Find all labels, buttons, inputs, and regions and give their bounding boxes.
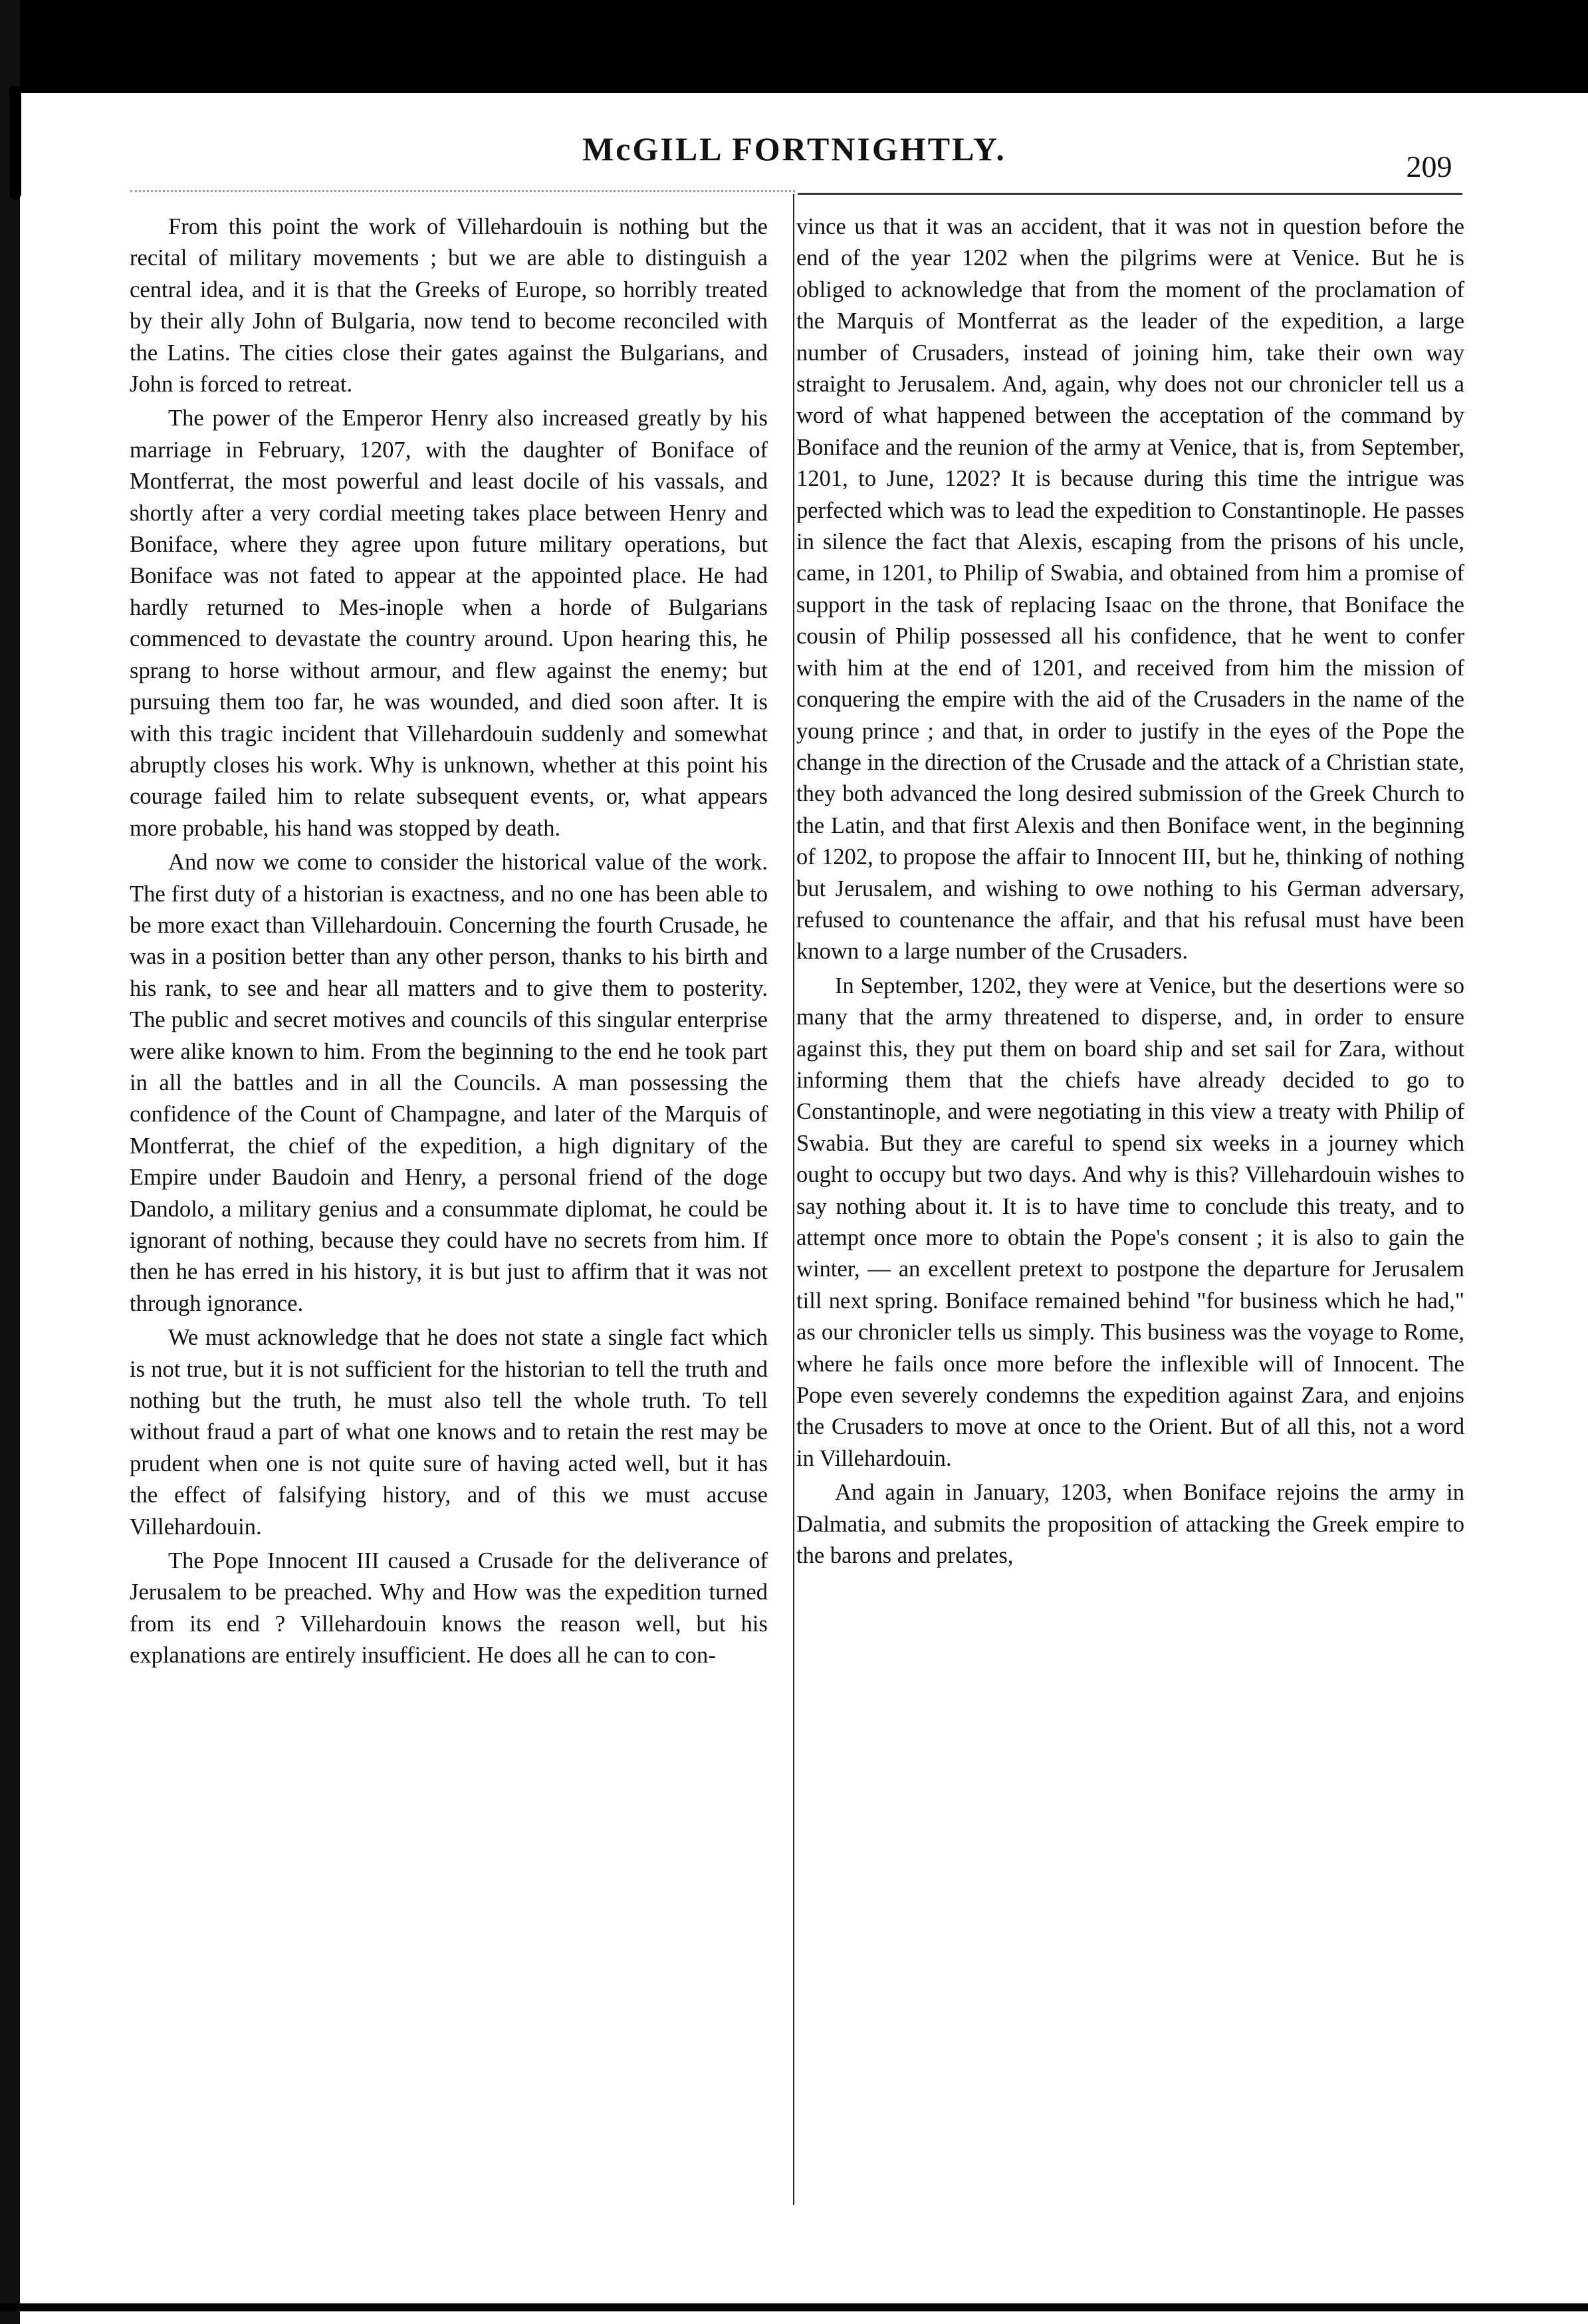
header-rule xyxy=(798,193,1462,195)
paragraph: We must acknowledge that he does not state a single fact which is not true, but it is not sufficient for the historian to tell the truth and nothing but the truth, he must also tell the whole truth. To tell without fraud a part of what one knows and to retain the rest may be prudent when one is not quite sure of having acted well, but it has the effect of falsifying history, and of this we must accuse Villehardouin. xyxy=(130,1325,768,1540)
paragraph: The power of the Emperor Henry also increased greatly by his marriage in February, 1207, with the daughter of Boniface of Montferrat, the most powerful and least docile of his vassals, and shortly after a very cordial meeting takes place between Henry and Boniface, where they agree upon future military operations, but Boniface was not fated to appear at the appointed place. He had hardly returned to Mes-inople when a horde of Bulgarians commenced to devastate the country around. Upon hearing this, he sprang to horse without armour, and flew against the enemy; but pursuing them too far, he was wounded, and died soon after. It is with this tragic incident that Villehardouin suddenly and somewhat abruptly closes his work. Why is unknown, whether at this point his courage failed him to relate subsequent events, or, what appears more probable, his hand was stopped by death. xyxy=(130,406,768,841)
scan-top-border xyxy=(0,0,1588,93)
paragraph-continued: vince us that it was an accident, that it was not in question before the end of the year 1202 when the pilgrims were at Venice. But he is obliged to acknowledge that from the moment of the proclamation of the Marquis of Montferrat as the leader of the expedition, a large number of Crusaders, instead of joining him, take their own way straight to Jerusalem. And, again, why does not our chronicler tell us a word of what happened between the acceptation of the command by Boniface and the reunion of the army at Venice, that is, from September, 1201, to June, 1202? It is because during this time the intrigue was perfected which was to lead the expedition to Constantinople. He passes in silence the fact that Alexis, escaping from the prisons of his uncle, came, in 1201, to Philip of Swabia, and obtained from him a promise of support in the task of replacing Isaac on the throne, that Boniface the cousin of Philip possessed all his confidence, that he went to confer with him at the end of 1201, and received from him the mission of conquering the empire with the aid of the Crusaders in the name of the young prince ; and that, in order to justify in the eyes of the Pope the change in the direction of the Crusade and the attack of a Christian state, they both advanced the long desired submission of the Greek Church to the Latin, and that first Alexis and then Boniface went, in the beginning of 1202, to propose the affair to Innocent III, but he, thinking of nothing but Jerusalem, and wishing to owe nothing to his German adversary, refused to countenance the affair, and that his refusal must have been known to a large number of the Crusaders. xyxy=(796,214,1464,965)
scan-bottom-rule xyxy=(0,2303,1588,2311)
paragraph: From this point the work of Villehardouin is nothing but the recital of military movements ; but we are able to distinguish a central idea, and it is that the Greeks of Europe, so horribly treated by their ally John of Bulgaria, now tend to become reconciled with the Latins. The cities close their gates against the Bulgarians, and John is forced to retreat. xyxy=(130,214,768,398)
right-column xyxy=(796,211,1464,1574)
left-column xyxy=(130,211,768,1675)
paragraph: The Pope Innocent III caused a Crusade for the deliverance of Jerusalem to be preached. Why and How was the expedition turned from its end ? Villehardouin knows the reason well, but his explanations are entirely insufficient. He does all he can to con- xyxy=(130,1548,768,1669)
column-divider xyxy=(793,194,794,2205)
scan-binding-mark xyxy=(9,86,21,199)
paragraph: And again in January, 1203, when Boniface rejoins the army in Dalmatia, and submits the proposition of attacking the Greek empire to the barons and prelates, xyxy=(796,1480,1464,1569)
header-rule-dotted xyxy=(130,190,795,192)
paragraph: In September, 1202, they were at Venice, but the desertions were so many that the army threatened to disperse, and, in order to ensure against this, they put them on board ship and set sail for Zara, without informing them that the chiefs have already decided to go to Constantinople, and were negotiating in this view a treaty with Philip of Swabia. But they are careful to spend six weeks in a journey which ought to occupy but two days. And why is this? Villehardouin wishes to say nothing about it. It is to have time to conclude this treaty, and to attempt once more to obtain the Pope's consent ; it is also to gain the winter, — an excellent pretext to postpone the departure for Jerusalem till next spring. Boniface remained behind "for business which he had," as our chronicler tells us simply. This business was the voyage to Rome, where he fails once more before the inflexible will of Innocent. The Pope even severely condemns the expedition against Zara, and enjoins the Crusaders to move at once to the Orient. But of all this, not a word in Villehardouin. xyxy=(796,973,1464,1471)
running-title: McGILL FORTNIGHTLY. xyxy=(582,130,1006,168)
page-number: 209 xyxy=(1406,150,1452,183)
scan-left-edge xyxy=(0,0,20,2324)
paragraph: And now we come to consider the historical value of the work. The first duty of a historian is exactness, and no one has been able to be more exact than Villehardouin. Concerning the fourth Crusade, he was in a position better than any other person, thanks to his birth and his rank, to see and hear all matters and to give them to posterity. The public and secret motives and councils of this singular enterprise were alike known to him. From the beginning to the end he took part in all the battles and in all the Councils. A man possessing the confidence of the Count of Champagne, and later of the Marquis of Montferrat, the chief of the expedition, a high dignitary of the Empire under Baudoin and Henry, a personal friend of the doge Dandolo, a military genius and a consummate diplomat, he could be ignorant of nothing, because they could have no secrets from him. If then he has erred in his history, it is but just to affirm that it was not through ignorance. xyxy=(130,850,768,1316)
